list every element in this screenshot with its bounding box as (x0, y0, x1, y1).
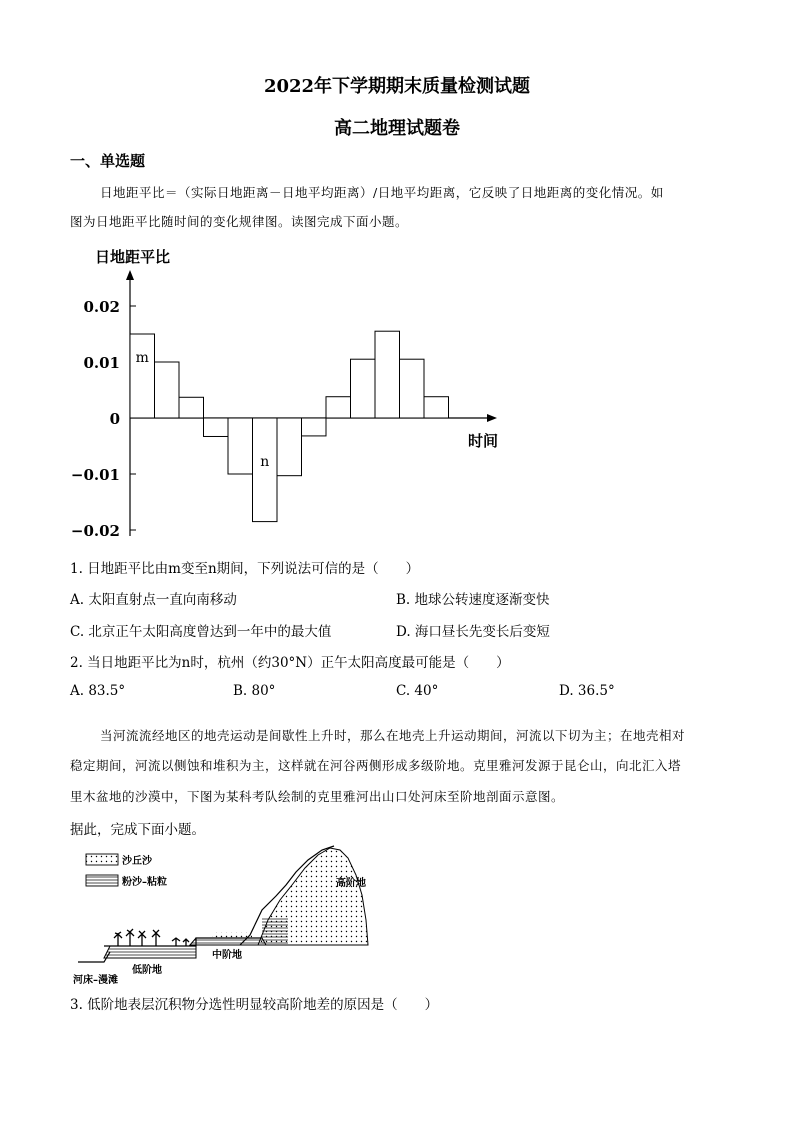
passage2-line3: 里木盆地的沙漠中，下图为某科考队绘制的克里雅河出山口处河床至阶地剖面示意图。 (70, 789, 565, 804)
chart-bar (228, 418, 253, 474)
terrace-profile-diagram (70, 838, 390, 988)
chart-ylabel: 日地距平比 (95, 248, 171, 266)
q1-option-c[interactable]: C. 北京正午太阳高度曾达到一年中的最大值 (70, 624, 332, 640)
y-tick-label: 0.01 (83, 354, 120, 372)
y-tick-label: 0.02 (83, 298, 120, 316)
question-1: 1. 日地距平比由m变至n期间，下列说法可信的是（ ） (70, 561, 420, 577)
q2-option-a[interactable]: A. 83.5° (70, 683, 126, 699)
label-mid-terrace: 中阶地 (212, 950, 242, 961)
bar-annotation-m: m (135, 350, 149, 366)
chart-bar (179, 397, 204, 418)
chart-bar (277, 418, 302, 476)
passage1-line2: 图为日地距平比随时间的变化规律图。读图完成下面小题。 (70, 214, 409, 229)
q1-option-a[interactable]: A. 太阳直射点一直向南移动 (70, 592, 237, 608)
q2-option-b[interactable]: B. 80° (233, 683, 276, 699)
y-tick-label: 0 (109, 410, 120, 428)
bar-annotation-n: n (260, 454, 270, 470)
chart-bar (130, 334, 155, 418)
label-low-terrace: 低阶地 (132, 965, 162, 976)
chart-bar (400, 359, 425, 418)
distance-ratio-chart (60, 240, 520, 550)
chart-bar (375, 331, 400, 418)
q2-option-c[interactable]: C. 40° (396, 683, 439, 699)
legend-silt-label: 粉沙–粘粒 (122, 877, 167, 888)
passage2-line2: 稳定期间，河流以侧蚀和堆积为主，这样就在河谷两侧形成多级阶地。克里雅河发源于昆仑山，向北汇入塔 (70, 758, 682, 773)
chart-xlabel: 时间 (468, 432, 499, 450)
passage2-line4: 据此，完成下面小题。 (70, 822, 205, 838)
chart-bar (326, 397, 351, 418)
y-axis-arrow (126, 270, 134, 280)
page-subtitle: 高二地理试题卷 (334, 118, 460, 139)
chart-bar (155, 362, 180, 418)
passage2-line1: 当河流流经地区的地壳运动是间歇性上升时，那么在地壳上升运动期间，河流以下切为主；在地壳相对 (100, 728, 686, 743)
legend-sand-swatch (86, 854, 118, 865)
question-2: 2. 当日地距平比为n时，杭州（约30°N）正午太阳高度最可能是（ ） (70, 655, 510, 671)
chart-bar (424, 397, 449, 418)
y-tick-label: −0.02 (70, 522, 120, 540)
label-high-terrace: 高阶地 (336, 878, 366, 889)
page-title: 2022年下学期期末质量检测试题 (263, 76, 531, 97)
mid-terrace (190, 938, 266, 945)
low-terrace (104, 946, 196, 958)
vegetation (114, 929, 189, 946)
question-3: 3. 低阶地表层沉积物分选性明显较高阶地差的原因是（ ） (70, 997, 439, 1013)
chart-bar (204, 418, 229, 436)
chart-bar (302, 418, 327, 436)
y-tick-label: −0.01 (70, 466, 120, 484)
x-axis-arrow (487, 414, 497, 422)
legend-silt-swatch (86, 875, 118, 886)
q1-option-d[interactable]: D. 海口昼长先变长后变短 (396, 624, 550, 640)
q1-option-b[interactable]: B. 地球公转速度逐渐变快 (396, 592, 550, 608)
section-heading: 一、单选题 (70, 152, 146, 170)
mid-terrace-sand (212, 932, 252, 938)
label-riverbed: 河床–漫滩 (73, 975, 118, 986)
legend-sand-label: 沙丘沙 (122, 856, 152, 867)
q2-option-d[interactable]: D. 36.5° (559, 683, 615, 699)
chart-bar (351, 359, 376, 418)
passage1-line1: 日地距平比＝（实际日地距离－日地平均距离）/日地平均距离，它反映了日地距离的变化情况。如 (100, 185, 664, 200)
slope-silt-layer (262, 918, 288, 944)
